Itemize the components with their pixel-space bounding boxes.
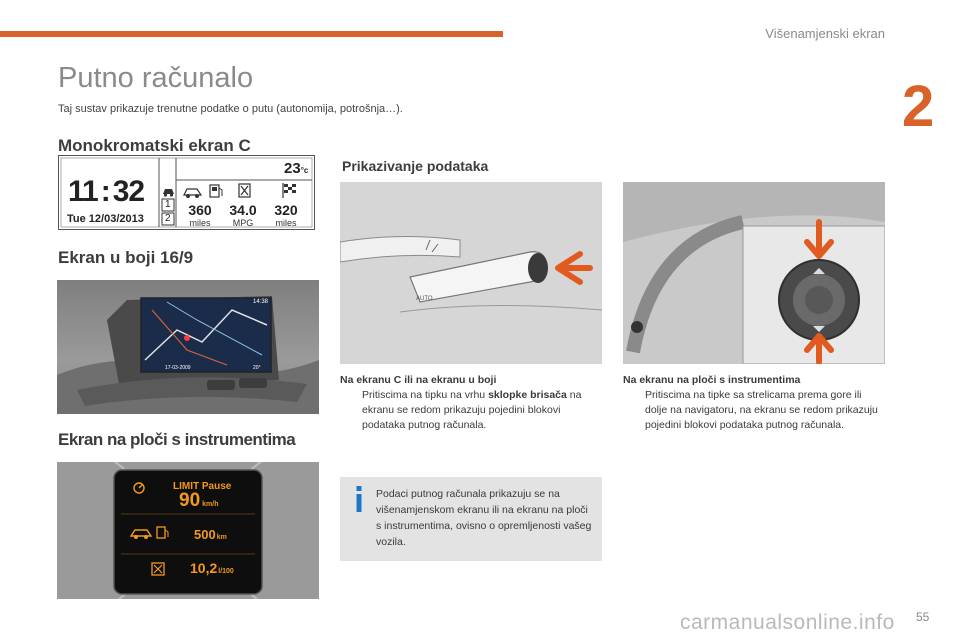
page-title: Putno računalo — [58, 62, 254, 94]
limit-label: LIMIT Pause — [173, 481, 232, 492]
header-accent-bar — [0, 31, 503, 37]
mono-screen-illustration — [58, 155, 315, 230]
tab-1-label: 1 — [165, 199, 171, 210]
heading-mono-screen: Monokromatski ekran C — [58, 136, 251, 155]
map-position-marker — [184, 335, 190, 341]
info-box — [340, 477, 602, 561]
heading-data-display: Prikazivanje podataka — [342, 158, 489, 174]
wiper-stalk-photo — [340, 182, 602, 364]
section-title: Višenamjenski ekran — [765, 26, 885, 41]
dashboard-button-right — [239, 378, 267, 388]
consumption-value: 34.0 — [229, 202, 257, 218]
color-screen-photo — [57, 280, 319, 414]
col1-bullet — [340, 388, 602, 433]
cluster-screen-photo — [57, 462, 319, 599]
screen-date: 17-03-2009 — [165, 365, 191, 371]
col1-body-part1: Pritiscima na tipku na vrhu — [362, 389, 489, 401]
distance-value: 320 — [274, 202, 298, 218]
range-value: 360 — [188, 202, 212, 218]
col2-heading: Na ekranu na ploči s instrumentima — [623, 374, 801, 386]
col1-body — [362, 388, 602, 433]
info-icon — [354, 486, 364, 512]
range-value: 500 — [194, 527, 216, 542]
bullet-icon — [623, 388, 645, 433]
mono-cell-distance — [265, 202, 307, 228]
info-text: Podaci putnog računala prikazuju se na višenamjenskom ekranu ili na ekranu na ploči s instrumentima, ovisno o opremljenosti vašeg vozila. — [376, 488, 592, 548]
col2-bullet — [623, 388, 885, 433]
wheel-shapes — [623, 182, 885, 364]
clock-separator: : — [100, 175, 110, 208]
distance-unit: miles — [275, 218, 297, 228]
col2-body: Pritiscima na tipke sa strelicama prema gore ili dolje na navigatoru, na ekranu se redom prikazuju pojedini blokovi podataka putnog računala. — [645, 389, 878, 431]
consumption-value: 10,2 — [190, 560, 218, 576]
screen-temp: 20° — [253, 365, 261, 371]
col2-text — [623, 373, 885, 433]
page-number: 55 — [916, 610, 930, 624]
dashboard-shapes — [57, 280, 319, 414]
stalk-auto-label: AUTO — [416, 296, 433, 302]
mono-temperature — [284, 160, 308, 177]
mono-date: Tue 12/03/2013 — [67, 213, 144, 225]
col1-text — [340, 373, 602, 433]
limit-speed — [179, 490, 218, 512]
speed-unit: km/h — [202, 501, 219, 508]
clock-minutes: 32 — [112, 175, 145, 208]
chapter-number: 2 — [902, 74, 935, 139]
mono-clock — [68, 175, 144, 209]
bullet-icon — [340, 388, 362, 433]
watermark: carmanualsonline.info — [680, 611, 895, 634]
col1-body-part2: na ekranu se redom prikazuju pojedini blokovi podataka putnog računala. — [362, 389, 582, 431]
col1-body-bold: sklopke brisača — [488, 389, 567, 401]
mono-cell-range — [179, 202, 221, 228]
range-unit: miles — [189, 218, 211, 228]
dashboard-button-left — [207, 380, 235, 390]
speed-value: 90 — [179, 490, 201, 511]
temp-unit: °c — [300, 166, 309, 175]
clock-hours: 11 — [68, 175, 98, 208]
steering-wheel-photo — [623, 182, 885, 364]
cluster-range — [194, 526, 227, 544]
screen-clock: 14:38 — [253, 299, 269, 305]
heading-color-screen: Ekran u boji 16/9 — [58, 248, 194, 267]
temp-value: 23 — [284, 160, 301, 177]
col1-heading: Na ekranu C ili na ekranu u boji — [340, 374, 497, 386]
stalk-shapes — [340, 182, 602, 364]
cluster-consumption — [190, 560, 234, 578]
stalk-end-button[interactable] — [528, 253, 548, 283]
consumption-unit: l/100 — [218, 568, 234, 575]
tab-2-label: 2 — [165, 213, 171, 224]
consumption-unit: MPG — [232, 218, 254, 228]
heading-cluster-screen: Ekran na ploči s instrumentima — [58, 430, 296, 449]
range-unit: km — [216, 534, 227, 541]
mono-cell-consumption — [222, 202, 264, 228]
arrow-left-icon — [558, 254, 590, 282]
page-intro: Taj sustav prikazuje trenutne podatke o putu (autonomija, potrošnja…). — [58, 103, 403, 115]
